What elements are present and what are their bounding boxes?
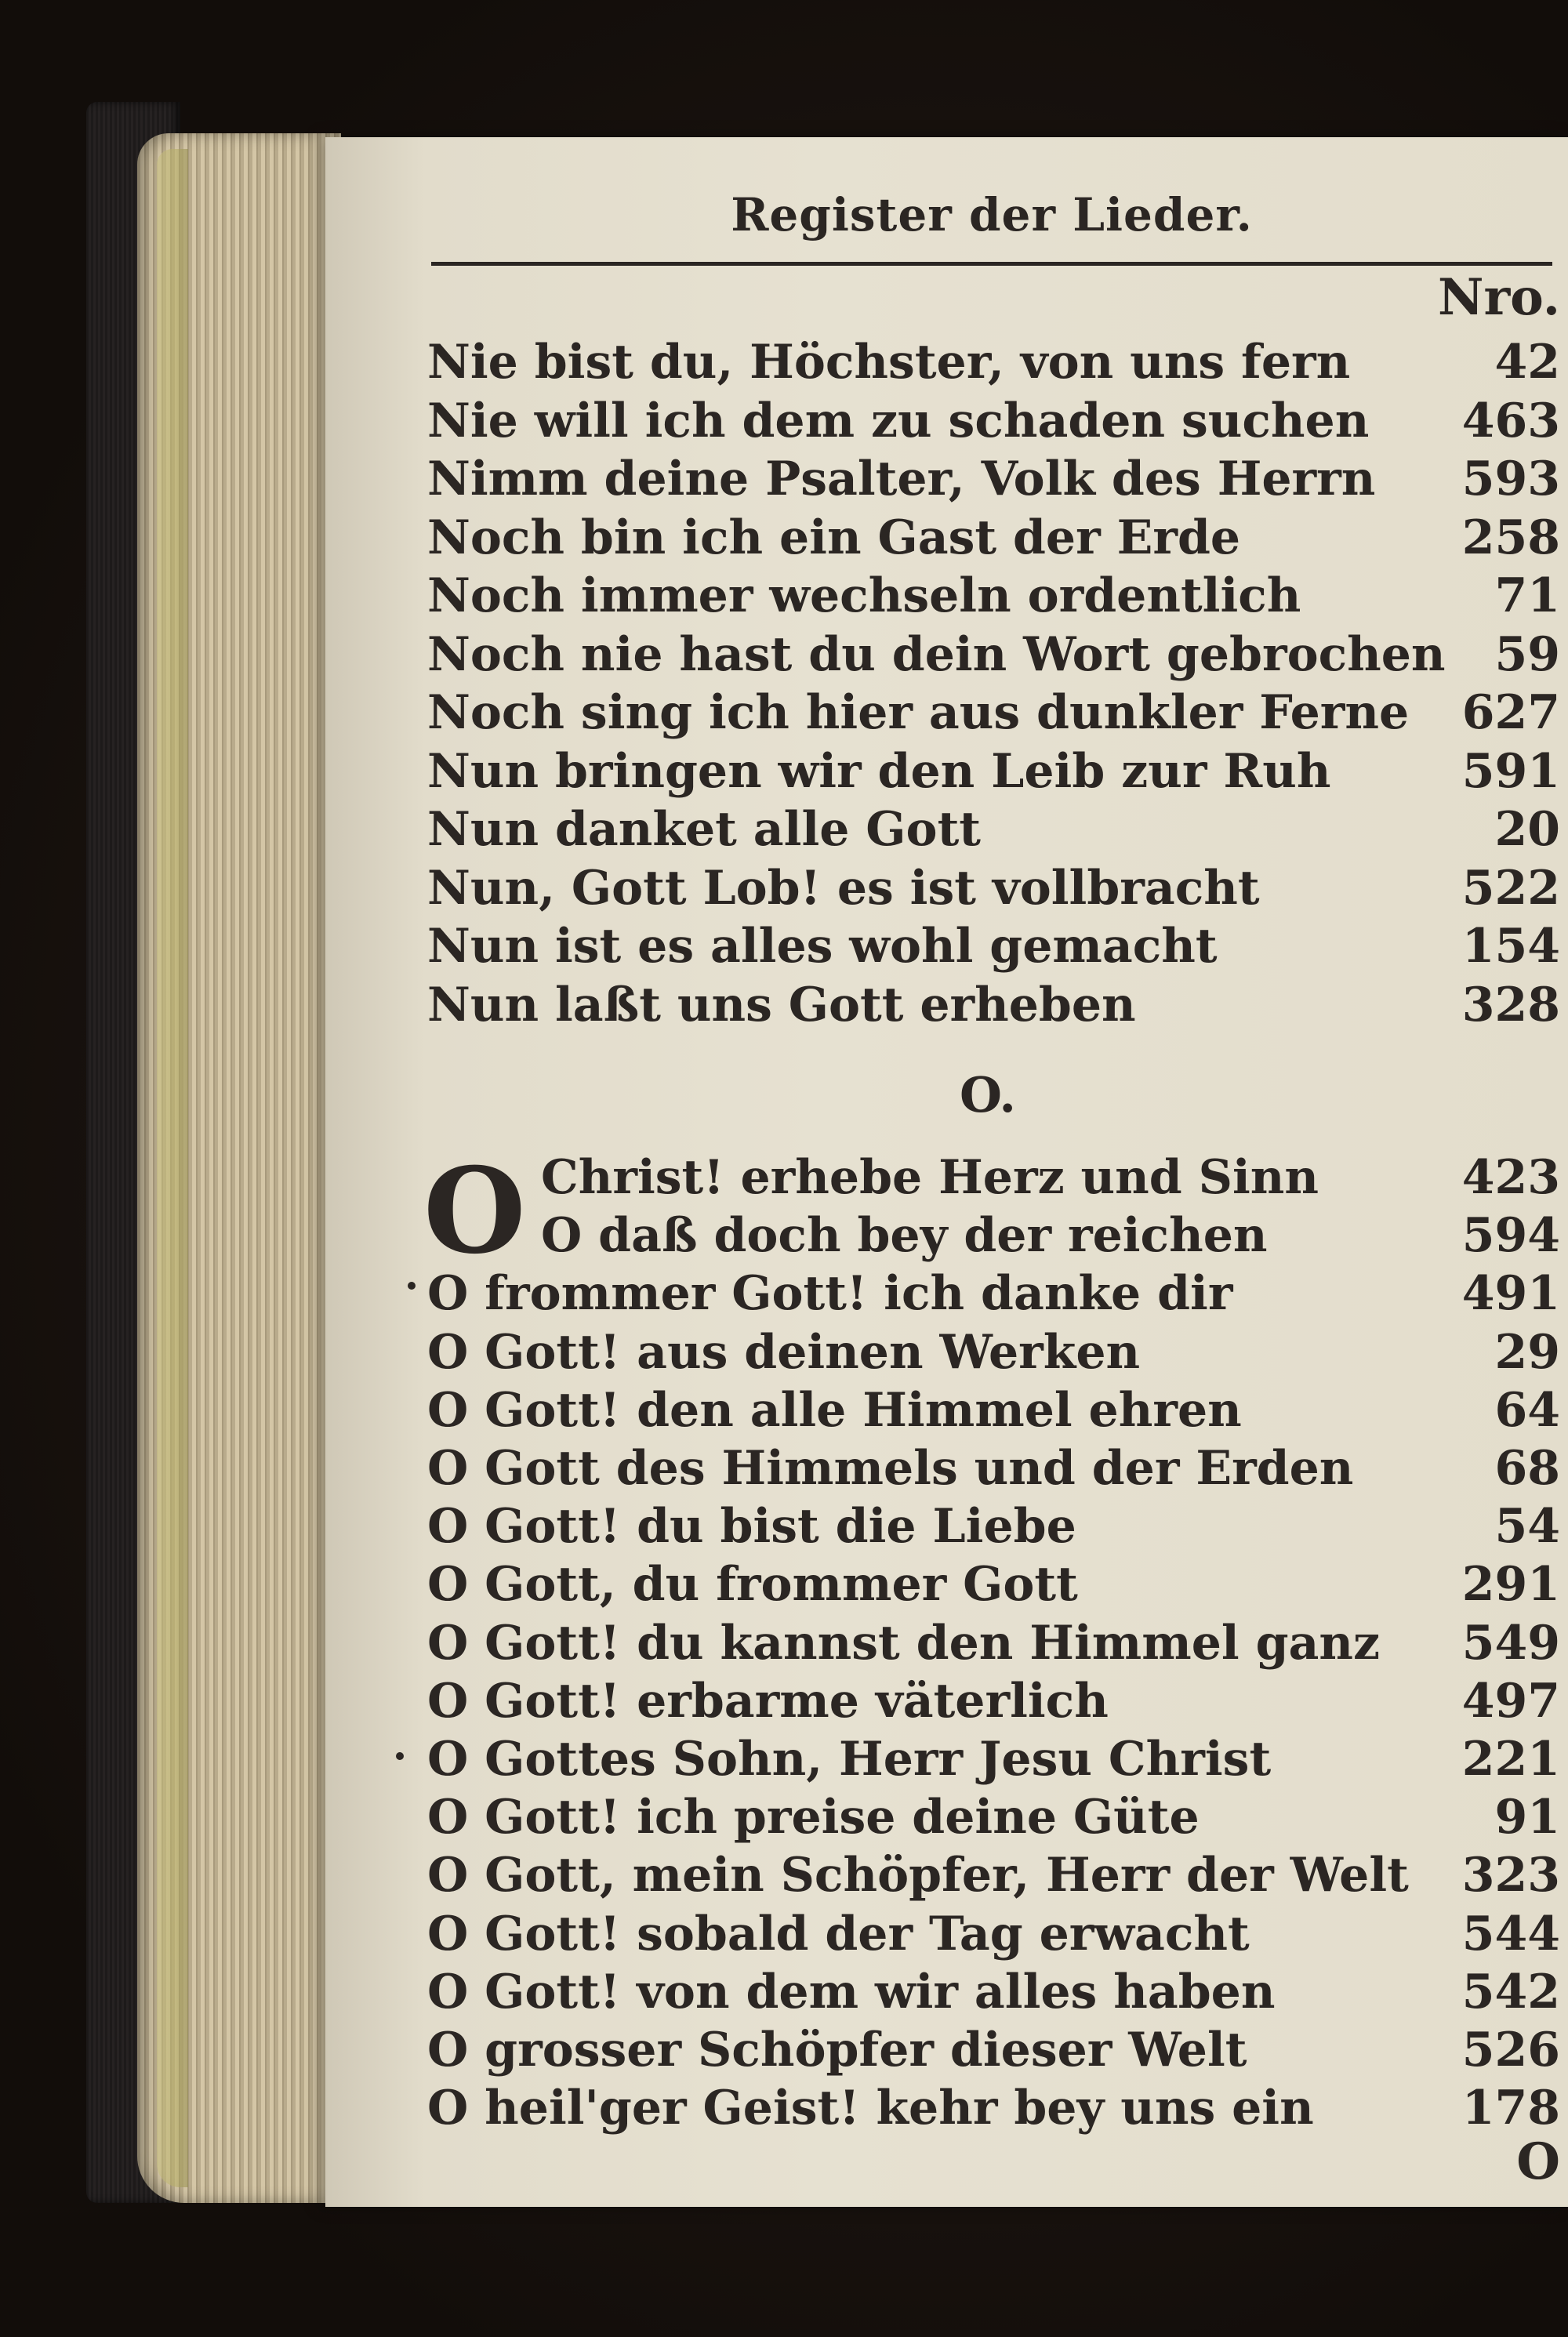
entry-number: 463 — [1461, 393, 1560, 448]
entry-title: Noch sing ich hier aus dunkler Ferne — [427, 685, 1410, 740]
entry-number: 526 — [1461, 2023, 1560, 2078]
register-entry — [427, 1963, 1560, 2021]
entry-title: O Gott, mein Schöpfer, Herr der Welt — [427, 1848, 1409, 1903]
entry-number: 42 — [1494, 335, 1560, 390]
entry-title: O Gott! du bist die Liebe — [427, 1499, 1076, 1555]
entry-number: 68 — [1494, 1441, 1560, 1496]
register-entry — [427, 800, 1560, 858]
entry-number: 221 — [1461, 1732, 1560, 1787]
register-entry — [427, 626, 1560, 684]
entry-title: Nun bringen wir den Leib zur Ruh — [427, 743, 1331, 799]
entry-title: O Gott! aus deinen Werken — [427, 1324, 1141, 1380]
entry-title: O Gott des Himmels und der Erden — [427, 1441, 1354, 1496]
register-entry — [427, 1672, 1560, 1730]
entry-number: 323 — [1461, 1848, 1560, 1903]
register-entry — [427, 1846, 1560, 1904]
register-entry — [427, 450, 1560, 508]
entry-title: O heil'ger Geist! kehr bey uns ein — [427, 2081, 1314, 2136]
entry-number: 423 — [1461, 1150, 1560, 1205]
entry-number: 549 — [1461, 1615, 1560, 1671]
register-entry — [427, 742, 1560, 800]
entry-number: 497 — [1461, 1673, 1560, 1729]
register-entry — [427, 1323, 1560, 1381]
entry-title: O Gott, du frommer Gott — [427, 1557, 1078, 1613]
register-entry — [427, 1265, 1560, 1323]
entry-title: Nun laßt uns Gott erheben — [427, 977, 1136, 1032]
register-entry — [427, 1788, 1560, 1846]
entry-number: 64 — [1494, 1382, 1560, 1438]
register-entry — [541, 1149, 1560, 1207]
entry-number: 258 — [1461, 510, 1560, 565]
entry-title: O Gott! erbarme väterlich — [427, 1673, 1109, 1729]
entry-number: 59 — [1494, 626, 1560, 682]
entry-title: Noch nie hast du dein Wort gebrochen — [427, 626, 1446, 682]
number-column-label: Nro. — [1437, 268, 1560, 327]
drop-cap: O — [423, 1142, 526, 1280]
register-entry — [427, 1614, 1560, 1672]
register-entry — [427, 859, 1560, 917]
register-entry — [427, 1905, 1560, 1963]
entry-title: O Gott! du kannst den Himmel ganz — [427, 1615, 1381, 1671]
register-entry — [427, 1381, 1560, 1439]
entry-title: O daß doch bey der reichen — [541, 1208, 1268, 1264]
entry-number: 491 — [1461, 1266, 1560, 1322]
entry-number: 593 — [1461, 452, 1560, 506]
register-entry — [427, 509, 1560, 567]
entry-title: Christ! erhebe Herz und Sinn — [541, 1150, 1319, 1205]
margin-mark — [408, 1282, 416, 1290]
entry-number: 91 — [1494, 1790, 1560, 1845]
catchword: O — [1516, 2132, 1560, 2191]
entry-number: 178 — [1461, 2081, 1560, 2136]
register-entry — [427, 2079, 1560, 2137]
entry-number: 154 — [1461, 919, 1560, 974]
entry-title: O Gott! den alle Himmel ehren — [427, 1382, 1242, 1438]
entry-title: O frommer Gott! ich danke dir — [427, 1266, 1233, 1322]
entry-number: 544 — [1461, 1906, 1560, 1961]
header-rule — [431, 262, 1552, 266]
entry-title: O Gott! von dem wir alles haben — [427, 1964, 1276, 2019]
entry-number: 29 — [1494, 1324, 1560, 1380]
register-entry — [427, 684, 1560, 742]
entry-number: 71 — [1494, 568, 1560, 623]
register-entry — [427, 567, 1560, 625]
entry-title: Nun, Gott Lob! es ist vollbracht — [427, 860, 1260, 916]
entry-title: Nie will ich dem zu schaden suchen — [427, 393, 1370, 448]
register-entry — [427, 976, 1560, 1034]
entry-title: Noch bin ich ein Gast der Erde — [427, 510, 1241, 565]
register-entry — [427, 1497, 1560, 1555]
register-entry — [427, 333, 1560, 391]
entry-title: O grosser Schöpfer dieser Welt — [427, 2023, 1247, 2078]
entry-title: Noch immer wechseln ordentlich — [427, 568, 1301, 623]
section-heading-o: O. — [960, 1066, 1016, 1123]
register-entry — [427, 2021, 1560, 2079]
entry-number: 522 — [1461, 860, 1560, 916]
entry-title: O Gott! sobald der Tag erwacht — [427, 1906, 1250, 1961]
entry-number: 20 — [1494, 802, 1560, 857]
entry-title: Nimm deine Psalter, Volk des Herrn — [427, 452, 1376, 506]
entry-number: 591 — [1461, 743, 1560, 799]
register-entry — [427, 392, 1560, 450]
register-entry — [427, 1555, 1560, 1613]
entry-number: 594 — [1461, 1208, 1560, 1264]
entry-number: 54 — [1494, 1499, 1560, 1555]
entry-title: Nie bist du, Höchster, von uns fern — [427, 335, 1351, 390]
margin-mark — [396, 1752, 404, 1760]
entry-number: 328 — [1461, 977, 1560, 1032]
entry-number: 542 — [1461, 1964, 1560, 2019]
entry-title: Nun ist es alles wohl gemacht — [427, 919, 1218, 974]
entry-number: 627 — [1461, 685, 1560, 740]
register-entry — [541, 1207, 1560, 1265]
entry-title: O Gottes Sohn, Herr Jesu Christ — [427, 1732, 1272, 1787]
entry-title: O Gott! ich preise deine Güte — [427, 1790, 1200, 1845]
entry-title: Nun danket alle Gott — [427, 802, 981, 857]
register-entry — [427, 1730, 1560, 1788]
register-entry — [427, 917, 1560, 975]
entry-number: 291 — [1461, 1557, 1560, 1613]
register-entry — [427, 1439, 1560, 1497]
page-header: Register der Lieder. — [731, 188, 1253, 241]
